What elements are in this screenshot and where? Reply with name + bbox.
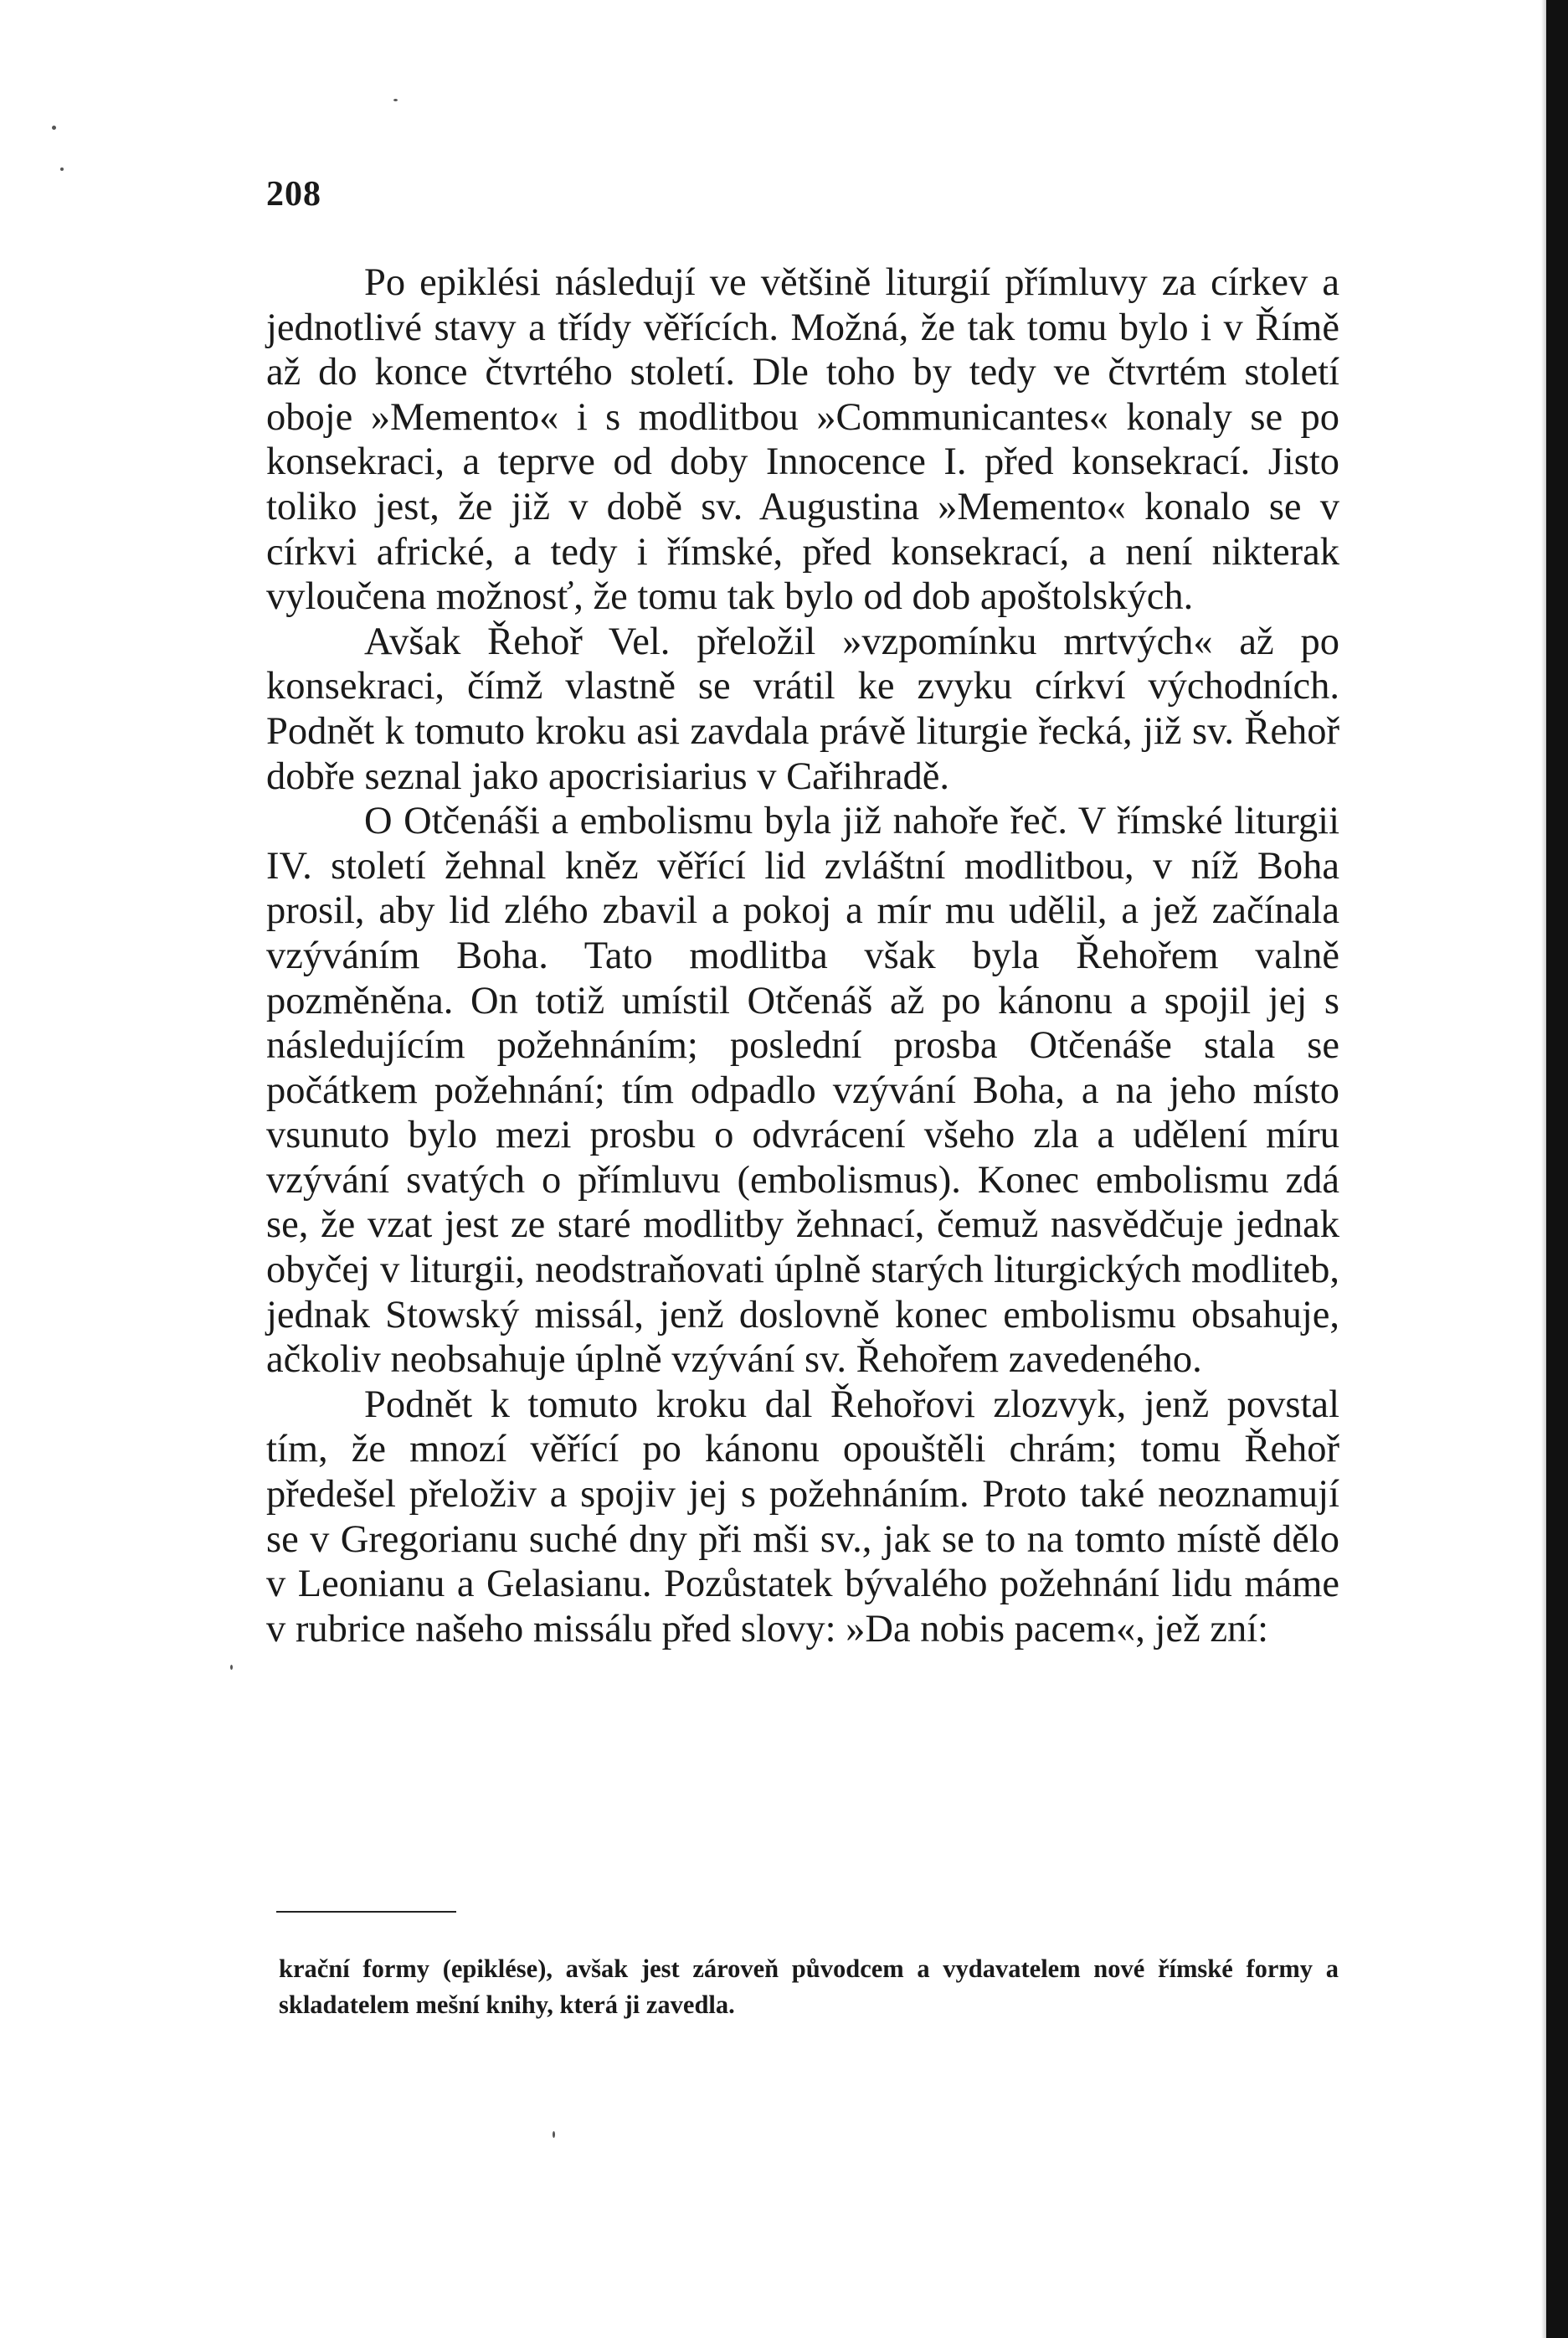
body-text: [266, 260, 1339, 1651]
footnote-text: krační formy (epiklése), avšak jest zároveň původcem a vydavatelem nové římské formy a skladatelem mešní knihy, která ji zavedla.: [279, 1954, 1339, 2019]
paragraph: O Otčenáši a embolismu byla již nahoře řeč. V římské liturgii IV. století žehnal kněz věřící lid zvláštní modlitbou, v níž Boha prosil, aby lid zlého zbavil a pokoj a mír mu udělil, a jež začínala vzýváním Boha. Tato modlitba však byla Řehořem valně pozměněna. On totiž umístil Otčenáš až po kánonu a spojil jej s následujícím požehnáním; poslední prosba Otčenáše stala se počátkem požehnání; tím odpadlo vzývání Boha, a na jeho místo vsunuto bylo mezi prosbu o odvrácení všeho zla a udělení míru vzývání svatých o přímluvu (embolismus). Konec embolismu zdá se, že vzat jest ze staré modlitby žehnací, čemuž nasvědčuje jednak obyčej v liturgii, neodstraňovati úplně starých liturgických modliteb, jednak Stowský missál, jenž doslovně konec embolismu obsahuje, ačkoliv neobsahuje úplně vzývání sv. Řehořem zavedeného.: [266, 800, 1339, 1382]
paragraph: Avšak Řehoř Vel. přeložil »vzpomínku mrtvých« až po konsekraci, čímž vlastně se vrátil ke zvyku církví východních. Podnět k tomuto kroku asi zavdala právě liturgie řecká, již sv. Řehoř dobře seznal jako apocrisiarius v Cařihradě.: [266, 620, 1339, 798]
scan-speck: [230, 1665, 233, 1670]
scan-speck: [52, 126, 56, 130]
scan-speck: [393, 99, 398, 101]
paragraph: Po epiklési následují ve většině liturgií přímluvy za církev a jednotlivé stavy a třídy věřících. Možná, že tak tomu bylo i v Římě až do konce čtvrtého století. Dle toho by tedy ve čtvrtém století oboje »Memento« i s modlitbou »Communicantes« konaly se po konsekraci, a teprve od doby Innocence I. před konsekrací. Jisto toliko jest, že již v době sv. Augustina »Memento« konalo se v církvi africké, a tedy i římské, před konsekrací, a není nikterak vyloučena možnosť, že tomu tak bylo od dob apoštolských.: [266, 261, 1339, 619]
page-number: 208: [266, 175, 321, 214]
paragraph: Podnět k tomuto kroku dal Řehořovi zlozvyk, jenž povstal tím, že mnozí věřící po kánonu opouštěli chrám; tomu Řehoř předešel přeloživ a spojiv jej s požehnáním. Proto také neoznamují se v Gregorianu suché dny při mši sv., jak se to na tomto místě dělo v Leonianu a Gelasianu. Pozůstatek bývalého požehnání lidu máme v rubrice našeho missálu před slovy: »Da nobis pacem«, jež zní:: [266, 1383, 1339, 1651]
scan-speck: [553, 2131, 555, 2138]
scan-speck: [60, 167, 64, 171]
footnote-separator: [276, 1911, 456, 1913]
footnote: [279, 1951, 1339, 2023]
scan-border: [1546, 0, 1568, 2338]
